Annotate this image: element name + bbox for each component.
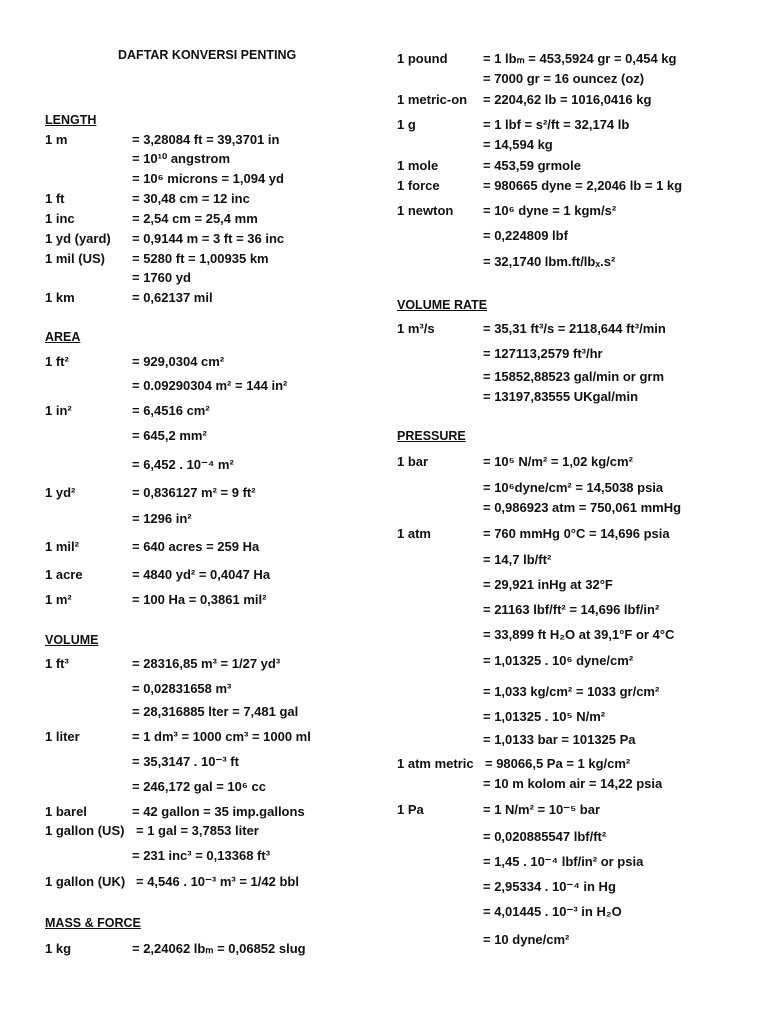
conversion-value: = 29,921 inHg at 32°F — [483, 577, 613, 592]
unit-label: 1 atm — [397, 526, 431, 541]
unit-label: 1 acre — [45, 567, 83, 582]
conversion-value: = 0,020885547 lbf/ft² — [483, 829, 607, 844]
conversion-value: = 760 mmHg 0°C = 14,696 psia — [483, 526, 670, 541]
conversion-value: = 1,01325 . 10⁵ N/m² — [483, 709, 606, 724]
unit-label: 1 m³/s — [397, 321, 435, 336]
conversion-value: = 1,033 kg/cm² = 1033 gr/cm² — [483, 684, 660, 699]
unit-label: 1 in² — [45, 403, 72, 418]
unit-label: 1 yd² — [45, 485, 76, 500]
conversion-value: = 0,224809 lbf — [483, 228, 568, 243]
conversion-value: = 2204,62 lb = 1016,0416 kg — [483, 92, 652, 107]
conversion-value: = 10 dyne/cm² — [483, 932, 570, 947]
conversion-value: = 127113,2579 ft³/hr — [483, 346, 603, 361]
unit-label: 1 liter — [45, 729, 80, 744]
conversion-value: = 2,95334 . 10⁻⁴ in Hg — [483, 879, 616, 894]
conversion-value: = 4840 yd² = 0,4047 Ha — [132, 567, 271, 582]
conversion-value: = 1 dm³ = 1000 cm³ = 1000 ml — [132, 729, 311, 744]
conversion-value: = 453,59 grmole — [483, 158, 581, 173]
unit-label: 1 m — [45, 132, 68, 147]
unit-label: 1 km — [45, 290, 75, 305]
unit-label: 1 yd (yard) — [45, 231, 111, 246]
conversion-value: = 10 m kolom air = 14,22 psia — [483, 776, 663, 791]
conversion-value: = 33,899 ft H₂O at 39,1°F or 4°C — [483, 627, 675, 642]
conversion-value: = 0,62137 mil — [132, 290, 213, 305]
section-heading: VOLUME RATE — [397, 298, 488, 312]
conversion-value: = 10⁶dyne/cm² = 14,5038 psia — [483, 480, 664, 495]
unit-label: 1 atm metric — [397, 756, 474, 771]
conversion-value: = 980665 dyne = 2,2046 lb = 1 kg — [483, 178, 683, 193]
conversion-value: = 1,45 . 10⁻⁴ lbf/in² or psia — [483, 854, 644, 869]
conversion-value: = 5280 ft = 1,00935 km — [132, 251, 269, 266]
unit-label: 1 ft — [45, 191, 65, 206]
unit-label: 1 metric-on — [397, 92, 468, 107]
conversion-value: = 10⁶ dyne = 1 kgm/s² — [483, 203, 617, 218]
conversion-value: = 0,9144 m = 3 ft = 36 inc — [132, 231, 285, 246]
section-heading: MASS & FORCE — [45, 916, 141, 930]
conversion-value: = 1 gal = 3,7853 liter — [136, 823, 259, 838]
conversion-value: = 640 acres = 259 Ha — [132, 539, 260, 554]
conversion-value: = 14,7 lb/ft² — [483, 552, 552, 567]
unit-label: 1 mil² — [45, 539, 79, 554]
conversion-value: = 42 gallon = 35 imp.gallons — [132, 804, 305, 819]
conversion-value: = 4,01445 . 10⁻³ in H₂O — [483, 904, 622, 919]
conversion-value: = 100 Ha = 0,3861 mil² — [132, 592, 267, 607]
conversion-value: = 6,4516 cm² — [132, 403, 210, 418]
conversion-value: = 4,546 . 10⁻³ m³ = 1/42 bbl — [136, 874, 299, 889]
unit-label: 1 mil (US) — [45, 251, 105, 266]
document-title: DAFTAR KONVERSI PENTING — [118, 48, 297, 62]
conversion-value: = 7000 gr = 16 ouncez (oz) — [483, 71, 645, 86]
conversion-value: = 1,01325 . 10⁶ dyne/cm² — [483, 653, 634, 668]
unit-label: 1 newton — [397, 203, 454, 218]
unit-label: 1 force — [397, 178, 440, 193]
unit-label: 1 ft² — [45, 354, 69, 369]
conversion-value: = 98066,5 Pa = 1 kg/cm² — [485, 756, 631, 771]
unit-label: 1 gallon (US) — [45, 823, 125, 838]
conversion-value: = 2,24062 lbₘ = 0,06852 slug — [132, 941, 306, 956]
section-heading: AREA — [45, 330, 81, 344]
conversion-value: = 0.09290304 m² = 144 in² — [132, 378, 288, 393]
conversion-value: = 3,28084 ft = 39,3701 in — [132, 132, 280, 147]
conversion-value: = 10⁵ N/m² = 1,02 kg/cm² — [483, 454, 633, 469]
unit-label: 1 mole — [397, 158, 439, 173]
unit-label: 1 barel — [45, 804, 87, 819]
conversion-value: = 0,986923 atm = 750,061 mmHg — [483, 500, 682, 515]
conversion-value: = 645,2 mm² — [132, 428, 207, 443]
conversion-value: = 13197,83555 UKgal/min — [483, 389, 639, 404]
conversion-value: = 2,54 cm = 25,4 mm — [132, 211, 258, 226]
section-heading: PRESSURE — [397, 429, 466, 443]
section-heading: VOLUME — [45, 633, 99, 647]
conversion-value: = 35,31 ft³/s = 2118,644 ft³/min — [483, 321, 666, 336]
unit-label: 1 pound — [397, 51, 448, 66]
unit-label: 1 kg — [45, 941, 72, 956]
conversion-value: = 1 N/m² = 10⁻⁵ bar — [483, 802, 601, 817]
conversion-value: = 10¹⁰ angstrom — [132, 151, 231, 166]
conversion-value: = 929,0304 cm² — [132, 354, 225, 369]
unit-label: 1 g — [397, 117, 416, 132]
unit-label: 1 m² — [45, 592, 72, 607]
conversion-value: = 15852,88523 gal/min or grm — [483, 369, 665, 384]
unit-label: 1 gallon (UK) — [45, 874, 126, 889]
conversion-value: = 231 inc³ = 0,13368 ft³ — [132, 848, 271, 863]
conversion-value: = 6,452 . 10⁻⁴ m² — [132, 457, 234, 472]
conversion-value: = 28,316885 lter = 7,481 gal — [132, 704, 299, 719]
conversion-value: = 21163 lbf/ft² = 14,696 lbf/in² — [483, 602, 660, 617]
conversion-value: = 246,172 gal = 10⁶ cc — [132, 779, 266, 794]
unit-label: 1 bar — [397, 454, 429, 469]
conversion-value: = 14,594 kg — [483, 137, 553, 152]
section-heading: LENGTH — [45, 113, 97, 127]
unit-label: 1 ft³ — [45, 656, 69, 671]
conversion-value: = 0,02831658 m³ — [132, 681, 232, 696]
conversion-value: = 1 lbₘ = 453,5924 gr = 0,454 kg — [483, 51, 677, 66]
unit-label: 1 Pa — [397, 802, 424, 817]
conversion-value: = 28316,85 m³ = 1/27 yd³ — [132, 656, 281, 671]
conversion-value: = 30,48 cm = 12 inc — [132, 191, 250, 206]
conversion-value: = 1296 in² — [132, 511, 192, 526]
conversion-value: = 1 lbf = s²/ft = 32,174 lb — [483, 117, 630, 132]
conversion-value: = 35,3147 . 10⁻³ ft — [132, 754, 239, 769]
conversion-value: = 32,1740 lbm.ft/lbₓ.s² — [483, 254, 616, 269]
unit-label: 1 inc — [45, 211, 75, 226]
conversion-value: = 1760 yd — [132, 270, 191, 285]
conversion-value: = 10⁶ microns = 1,094 yd — [132, 171, 284, 186]
conversion-value: = 1,0133 bar = 101325 Pa — [483, 732, 636, 747]
conversion-value: = 0,836127 m² = 9 ft² — [132, 485, 256, 500]
